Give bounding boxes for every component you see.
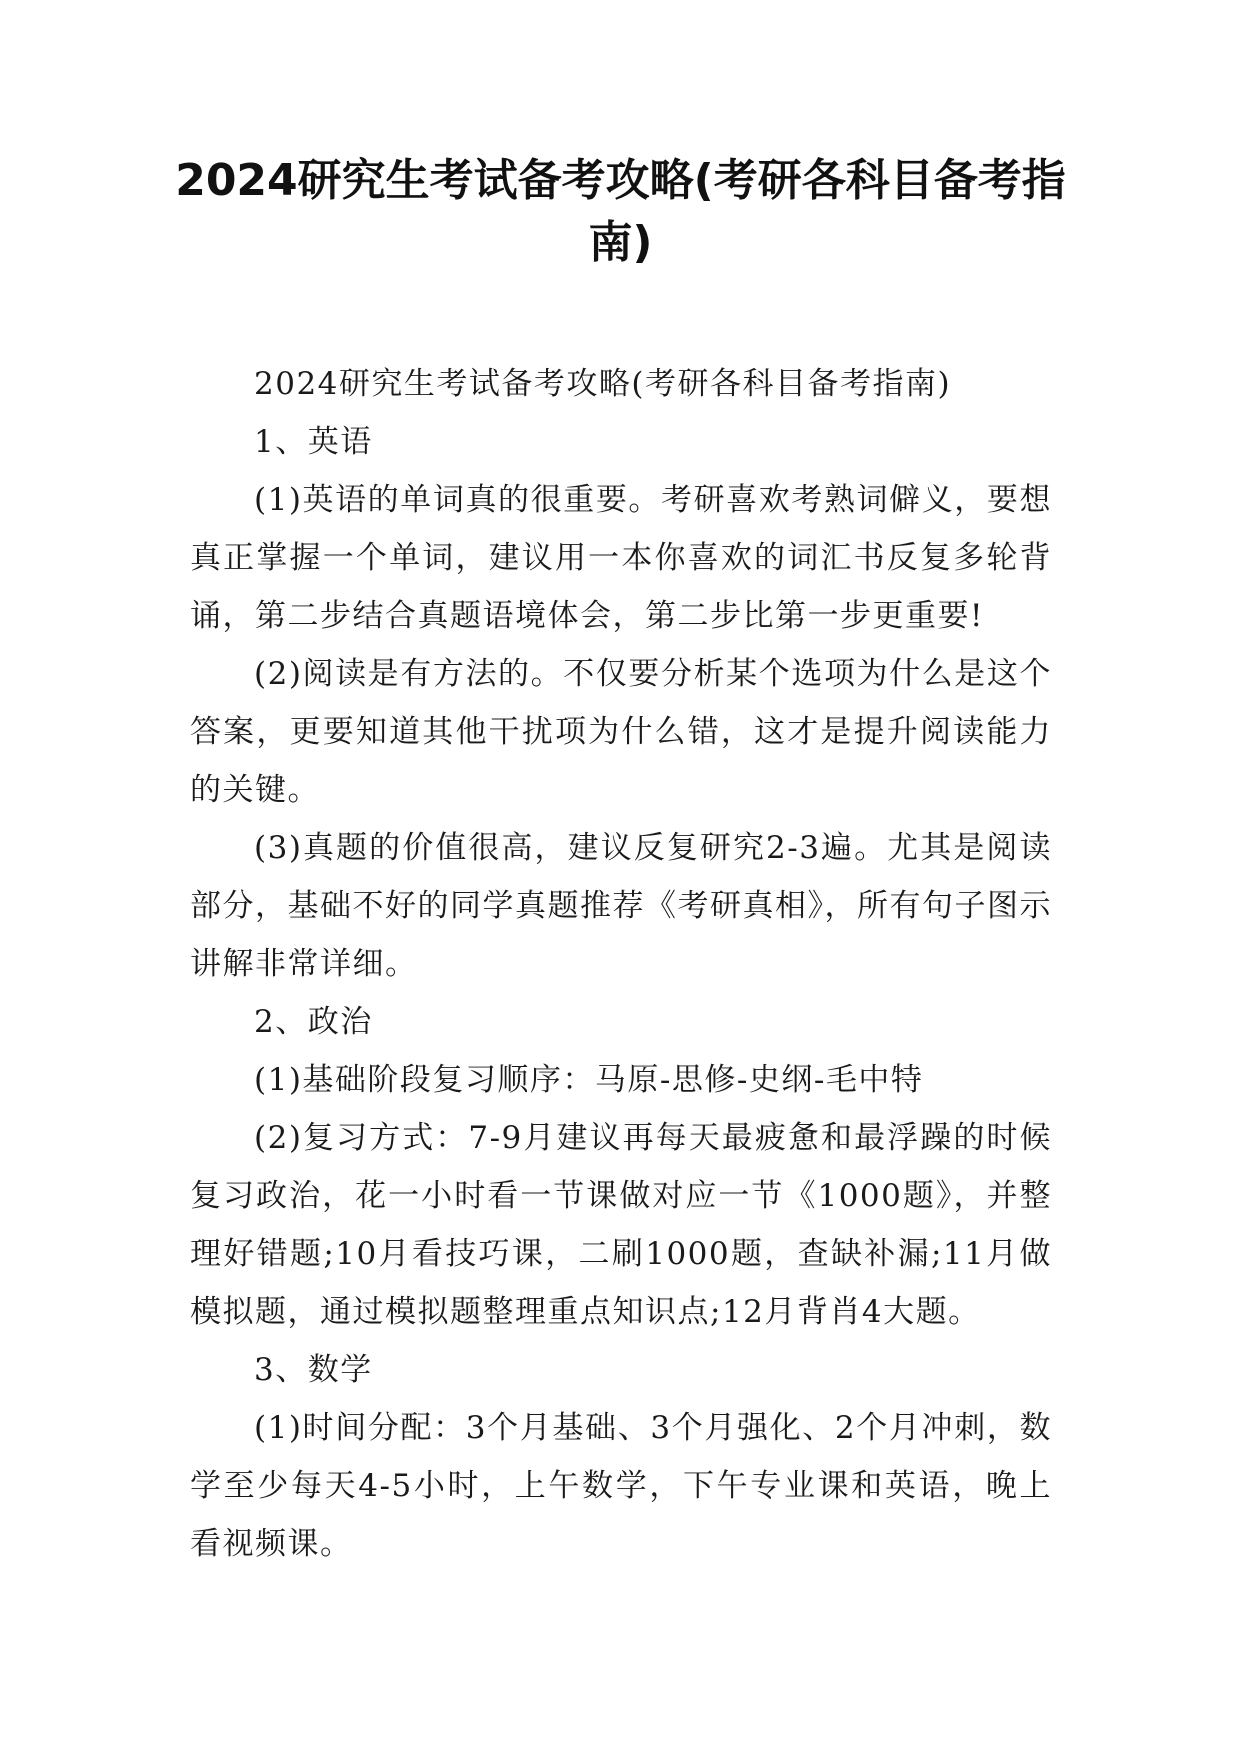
section-heading-politics: 2、政治 [254,1004,373,1040]
politics-point-2: (2)复习方式：7-9月建议再每天最疲惫和最浮躁的时候复习政治，花一小时看一节课做对应一节《1000题》，并整理好错题;10月看技巧课，二刷1000题，查缺补漏;11月做模拟题，通过模拟题整理重点知识点;12月背肖4大题。 [190,1120,1052,1330]
section-heading-math: 3、数学 [254,1352,373,1388]
english-point-1: (1)英语的单词真的很重要。考研喜欢考熟词僻义，要想真正掌握一个单词，建议用一本你喜欢的词汇书反复多轮背诵，第二步结合真题语境体会，第二步比第一步更重要! [190,482,1052,634]
english-point-3: (3)真题的价值很高，建议反复研究2-3遍。尤其是阅读部分，基础不好的同学真题推荐《考研真相》，所有句子图示讲解非常详细。 [190,830,1052,982]
document-body [190,355,1052,1573]
document-title: 2024研究生考试备考攻略(考研各科目备考指南) [175,155,1066,268]
politics-point-1: (1)基础阶段复习顺序：马原-思修-史纲-毛中特 [254,1062,924,1098]
intro-paragraph: 2024研究生考试备考攻略(考研各科目备考指南) [254,366,952,402]
section-heading-english: 1、英语 [254,424,373,460]
english-point-2: (2)阅读是有方法的。不仅要分析某个选项为什么是这个答案，更要知道其他干扰项为什么错，这才是提升阅读能力的关键。 [190,656,1052,808]
math-point-1: (1)时间分配：3个月基础、3个月强化、2个月冲刺，数学至少每天4-5小时，上午数学，下午专业课和英语，晚上看视频课。 [190,1410,1052,1562]
